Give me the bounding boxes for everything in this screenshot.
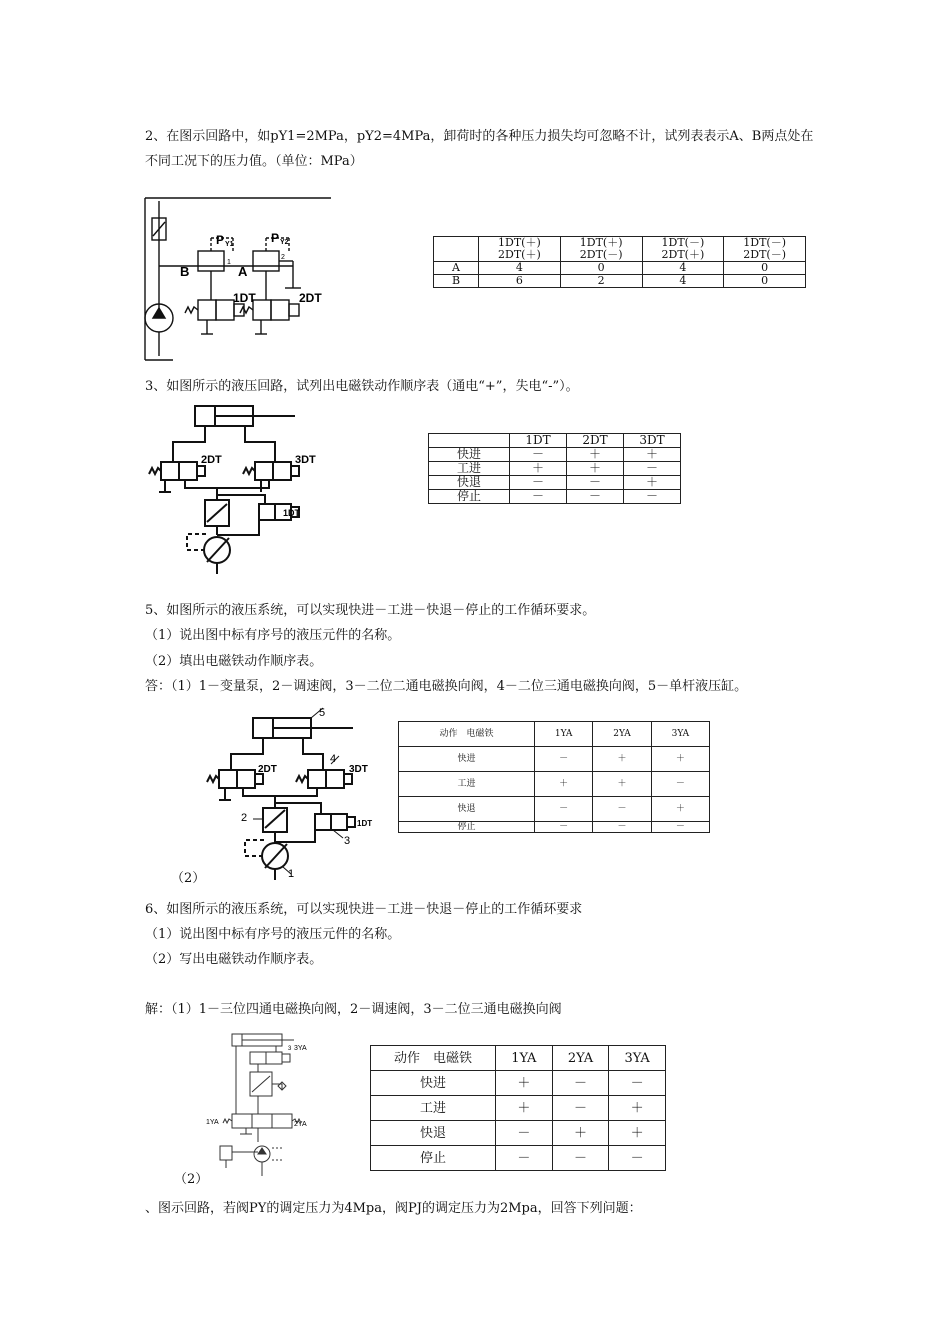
- q2-label-py1: P: [216, 233, 225, 247]
- q5-cell: ＋: [535, 772, 593, 797]
- q2-table-header: 1DT(－) 2DT(＋): [642, 237, 724, 262]
- q5-cell: －: [593, 797, 651, 822]
- q3-label-1dt: 1DT: [283, 508, 301, 518]
- q5-cell: －: [535, 822, 593, 833]
- q5-text-line1: 5、如图所示的液压系统，可以实现快进－工进－快退－停止的工作循环要求。: [145, 603, 596, 618]
- q2-label-n1: 1: [227, 259, 231, 266]
- q3-cell: ＋: [567, 462, 624, 476]
- q6-row-label: 停止: [371, 1146, 496, 1171]
- q6-row-label: 工进: [371, 1096, 496, 1121]
- q5-cell: －: [535, 797, 593, 822]
- q2-label-py2: P: [271, 231, 280, 245]
- q2-circuit-diagram: [143, 196, 333, 362]
- q6-label-3ya: 3YA: [294, 1045, 307, 1052]
- q5-cell: －: [651, 772, 709, 797]
- q2-table-header: 1DT(＋) 2DT(＋): [479, 237, 561, 262]
- q2-label-2dt: 2DT: [299, 291, 322, 305]
- q6-cell: ＋: [496, 1096, 553, 1121]
- q2-cell: 2: [560, 275, 642, 288]
- q3-cell: －: [624, 490, 681, 504]
- q6-cell: －: [496, 1121, 553, 1146]
- q3-table-header: 2DT: [567, 434, 624, 448]
- q2-text-line1: 2、在图示回路中，如pY1=2MPa，pY2=4MPa，卸荷时的各种压力损失均可忽略不计，试列表表示A、B两点处在: [145, 129, 814, 144]
- q2-table-header: 1DT(＋) 2DT(－): [560, 237, 642, 262]
- q2-label-py2-sub: Y2: [280, 239, 289, 246]
- q5-table-header: 3YA: [651, 722, 709, 747]
- q6-text-line3: （2）写出电磁铁动作顺序表。: [145, 952, 323, 967]
- q3-cell: －: [624, 462, 681, 476]
- q6-table-header: 3YA: [609, 1046, 666, 1071]
- q2-cell: 4: [642, 275, 724, 288]
- q6-label-2ya: 2YA: [294, 1121, 307, 1128]
- q5-cell: ＋: [651, 797, 709, 822]
- table-row: [429, 476, 681, 490]
- q2-label-b: B: [180, 264, 190, 279]
- q2-cell: 0: [560, 262, 642, 275]
- table-row: [399, 747, 710, 772]
- q5-cell: ＋: [651, 747, 709, 772]
- q6-cell: －: [552, 1096, 609, 1121]
- q5-label-3dt: 3DT: [349, 764, 368, 775]
- table-row: [399, 772, 710, 797]
- q3-table-corner: [429, 434, 510, 448]
- q3-row-label: 停止: [429, 490, 510, 504]
- q5-cell: －: [535, 747, 593, 772]
- table-row: [371, 1071, 666, 1096]
- table-row: [434, 275, 806, 288]
- q6-cell: ＋: [496, 1071, 553, 1096]
- table-row: [429, 462, 681, 476]
- q6-solenoid-table: [370, 1045, 666, 1171]
- q2-cell: 6: [479, 275, 561, 288]
- table-row: [399, 797, 710, 822]
- q5-table-header: 1YA: [535, 722, 593, 747]
- q6-row-label: 快进: [371, 1071, 496, 1096]
- q5-text-line3: （2）填出电磁铁动作顺序表。: [145, 654, 323, 669]
- table-row: [371, 1121, 666, 1146]
- q6-text-line1: 6、如图所示的液压系统，可以实现快进－工进－快退－停止的工作循环要求: [145, 902, 583, 917]
- q3-cell: －: [567, 490, 624, 504]
- table-row: [371, 1146, 666, 1171]
- q3-row-label: 工进: [429, 462, 510, 476]
- q5-label-1dt: 1DT: [357, 819, 373, 828]
- q2-row-label: A: [434, 262, 479, 275]
- q5-label-1: 1: [288, 868, 295, 880]
- q5-row-label: 快退: [399, 797, 535, 822]
- q2-cell: 0: [724, 262, 806, 275]
- q3-cell: －: [510, 448, 567, 462]
- q3-label-3dt: 3DT: [295, 454, 316, 466]
- q5-cell: ＋: [593, 747, 651, 772]
- table-row: [399, 822, 710, 833]
- q5-cell: －: [593, 822, 651, 833]
- q5-circuit-diagram: [203, 704, 388, 884]
- table-row: [429, 490, 681, 504]
- q2-label-n2: 2: [281, 254, 285, 261]
- q5-table-corner: 动作 电磁铁: [399, 722, 535, 747]
- q6-cell: ＋: [609, 1096, 666, 1121]
- q6-cell: －: [496, 1146, 553, 1171]
- q3-solenoid-table: [428, 433, 681, 504]
- q3-row-label: 快退: [429, 476, 510, 490]
- q6-circuit-diagram: [198, 1030, 308, 1190]
- q6-cell: ＋: [552, 1121, 609, 1146]
- q5-text-line2: （1）说出图中标有序号的液压元件的名称。: [145, 628, 401, 643]
- q2-label-py1-sub: Y1: [225, 241, 234, 248]
- table-row: [434, 262, 806, 275]
- q6-label-1ya: 1YA: [206, 1119, 219, 1126]
- q5-row-label: 快进: [399, 747, 535, 772]
- q5-label-2dt: 2DT: [258, 764, 277, 775]
- q2-cell: 4: [479, 262, 561, 275]
- table-row: [371, 1096, 666, 1121]
- q3-circuit-diagram: [145, 400, 316, 580]
- q6-row-label: 快退: [371, 1121, 496, 1146]
- q6-table-corner: 动作 电磁铁: [371, 1046, 496, 1071]
- q6-table-header: 1YA: [496, 1046, 553, 1071]
- q2-text-line2: 不同工况下的压力值。（单位：MPa）: [145, 154, 363, 169]
- q2-pressure-table: [433, 236, 806, 288]
- q5-cell: －: [651, 822, 709, 833]
- q6-cell: －: [609, 1071, 666, 1096]
- q2-cell: 4: [642, 262, 724, 275]
- q2-table-corner: [434, 237, 479, 262]
- q3-cell: －: [567, 476, 624, 490]
- q5-label-4: 4: [330, 753, 337, 765]
- q2-table-header: 1DT(－) 2DT(－): [724, 237, 806, 262]
- q3-row-label: 快进: [429, 448, 510, 462]
- q3-cell: ＋: [510, 462, 567, 476]
- q2-label-1dt: 1DT: [233, 291, 256, 305]
- q6-sub2: （2）: [174, 1172, 209, 1187]
- q5-table-header: 2YA: [593, 722, 651, 747]
- q5-label-3: 3: [344, 835, 351, 847]
- table-row: [429, 448, 681, 462]
- q3-table-header: 3DT: [624, 434, 681, 448]
- q2-cell: 0: [724, 275, 806, 288]
- q5-cell: ＋: [593, 772, 651, 797]
- q6-cell: －: [552, 1071, 609, 1096]
- q5-sub2: （2）: [171, 871, 206, 886]
- q2-row-label: B: [434, 275, 479, 288]
- q5-label-2: 2: [241, 812, 248, 824]
- q3-cell: ＋: [624, 448, 681, 462]
- q6-cell: －: [552, 1146, 609, 1171]
- q3-table-header: 1DT: [510, 434, 567, 448]
- q3-text-line1: 3、如图所示的液压回路，试列出电磁铁动作顺序表（通电“+”，失电“-”）。: [145, 379, 579, 394]
- q3-cell: －: [510, 490, 567, 504]
- q6-text-line2: （1）说出图中标有序号的液压元件的名称。: [145, 927, 401, 942]
- q5-solenoid-table: [398, 721, 710, 833]
- q5-row-label: 工进: [399, 772, 535, 797]
- q3-label-2dt: 2DT: [201, 454, 222, 466]
- q3-cell: ＋: [567, 448, 624, 462]
- q5-answer: 答：（1）1－变量泵，2－调速阀，3－二位二通电磁换向阀，4－二位三通电磁换向阀，5－单杆液压缸。: [145, 679, 748, 694]
- q6-cell: －: [609, 1146, 666, 1171]
- q6-table-header: 2YA: [552, 1046, 609, 1071]
- q5-row-label: 停止: [399, 822, 535, 833]
- q2-label-a: A: [238, 264, 248, 279]
- q6-label-3: 3: [288, 1046, 292, 1052]
- q6-answer: 解：（1）1－三位四通电磁换向阀，2－调速阀，3－二位三通电磁换向阀: [145, 1002, 562, 1017]
- q5-label-5: 5: [319, 707, 326, 719]
- q6-cell: ＋: [609, 1121, 666, 1146]
- q3-cell: ＋: [624, 476, 681, 490]
- q3-cell: －: [510, 476, 567, 490]
- q7-text-line1: 、图示回路，若阀PY的调定压力为4Mpa，阀PJ的调定压力为2Mpa，回答下列问题：: [145, 1201, 642, 1216]
